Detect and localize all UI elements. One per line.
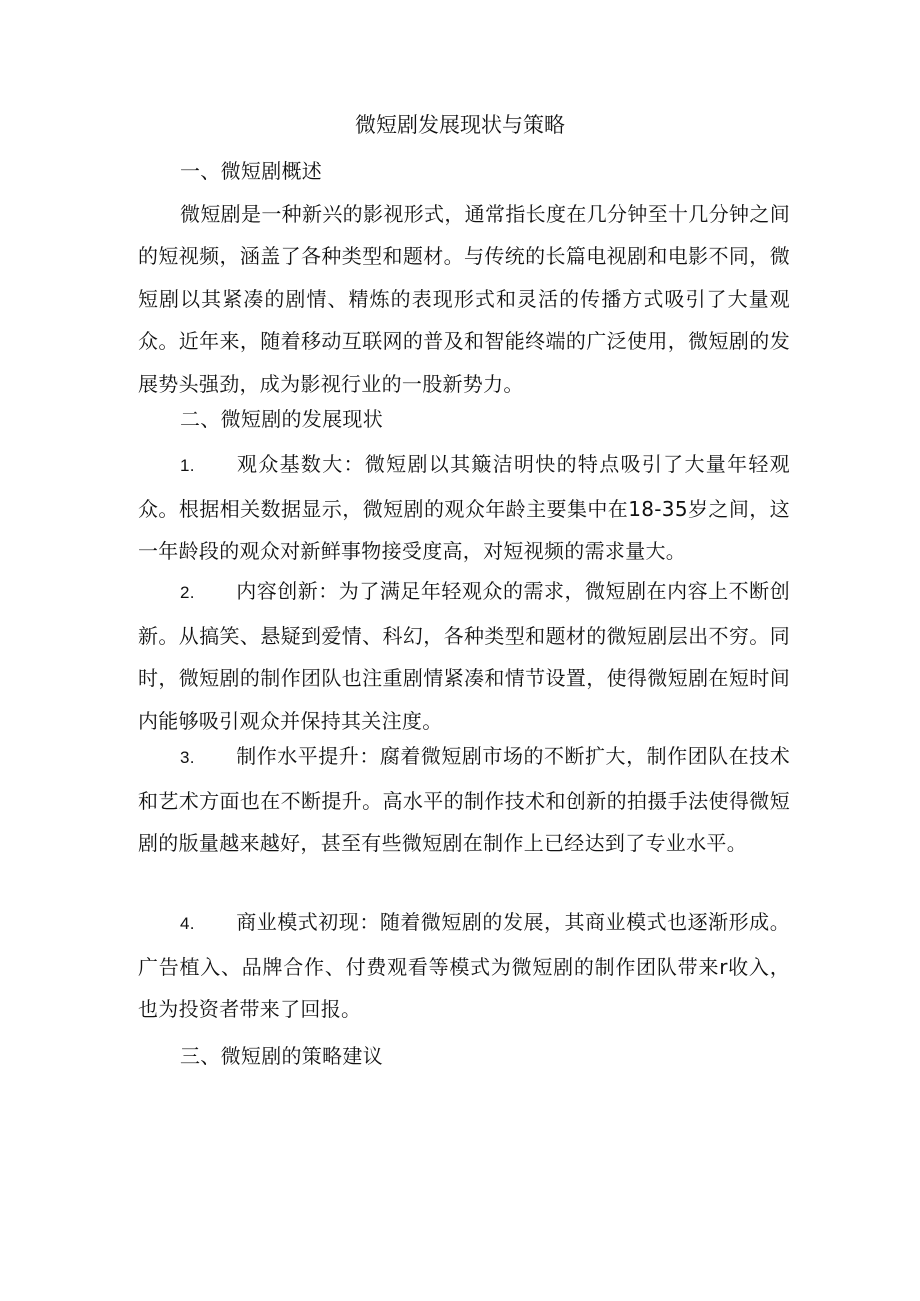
document-body — [138, 150, 790, 405]
section-3-heading: 三、微短剧的策略建议 — [180, 1044, 383, 1068]
list-item-number: 1. — [180, 456, 195, 475]
list-item — [138, 443, 790, 573]
list-item-text: 制作水平提升：腐着微短剧市场的不断扩大，制作团队在技术和艺术方面也在不断提升。高水平的制作技术和创新的拍摄手法使得微短剧的版量越来越好，甚至有些微短剧在制作上已经达到了专业水平。 — [138, 744, 790, 855]
section-2-item-2 — [138, 570, 790, 742]
section-2-heading: 二、微短剧的发展现状 — [180, 407, 383, 431]
list-item — [138, 570, 790, 742]
list-item — [138, 901, 790, 1031]
section-2-item-3 — [138, 735, 790, 865]
section-2-item-1 — [138, 443, 790, 573]
section-2 — [138, 398, 790, 441]
section-1-paragraph: 微短剧是一种新兴的影视形式，通常指长度在几分钟至十几分钟之间的短视频，涵盖了各种类型和题材。与传统的长篇电视剧和电影不同，微短剧以其紧凑的剧情、精炼的表现形式和灵活的传播方式吸引了大量观众。近年来，随着移动互联网的普及和智能终端的广泛使用，微短剧的发展势头强劲，成为影视行业的一股新势力。 — [138, 201, 790, 396]
section-1-heading: 一、微短剧概述 — [180, 159, 323, 183]
list-item-text: 内容创新：为了满足年轻观众的需求，微短剧在内容上不断创新。从搞笑、悬疑到爱情、科幻，各种类型和题材的微短剧层出不穷。同时，微短剧的制作团队也注重剧情紧凑和情节设置，使得微短剧在短时间内能够吸引观众并保持其关注度。 — [138, 579, 790, 733]
list-item-number: 3. — [180, 748, 195, 767]
list-item-text: 观众基数大：微短剧以其簸洁明快的特点吸引了大量年轻观众。根据相关数据显示，微短剧的观众年龄主要集中在18-35岁之间，这一年龄段的观众对新鲜事物接受度高，对短视频的需求量大。 — [138, 452, 790, 563]
list-item-text: 商业模式初现：随着微短剧的发展，其商业模式也逐渐形成。广告植入、品牌合作、付费观看等模式为微短剧的制作团队带来r收入，也为投资者带来了回报。 — [138, 910, 790, 1021]
list-item — [138, 735, 790, 865]
document-title: 微短剧发展现状与策略 — [355, 113, 565, 137]
list-item-number: 4. — [180, 914, 195, 933]
section-2-item-4 — [138, 901, 790, 1031]
list-item-number: 2. — [180, 583, 195, 602]
section-3 — [138, 1035, 790, 1078]
